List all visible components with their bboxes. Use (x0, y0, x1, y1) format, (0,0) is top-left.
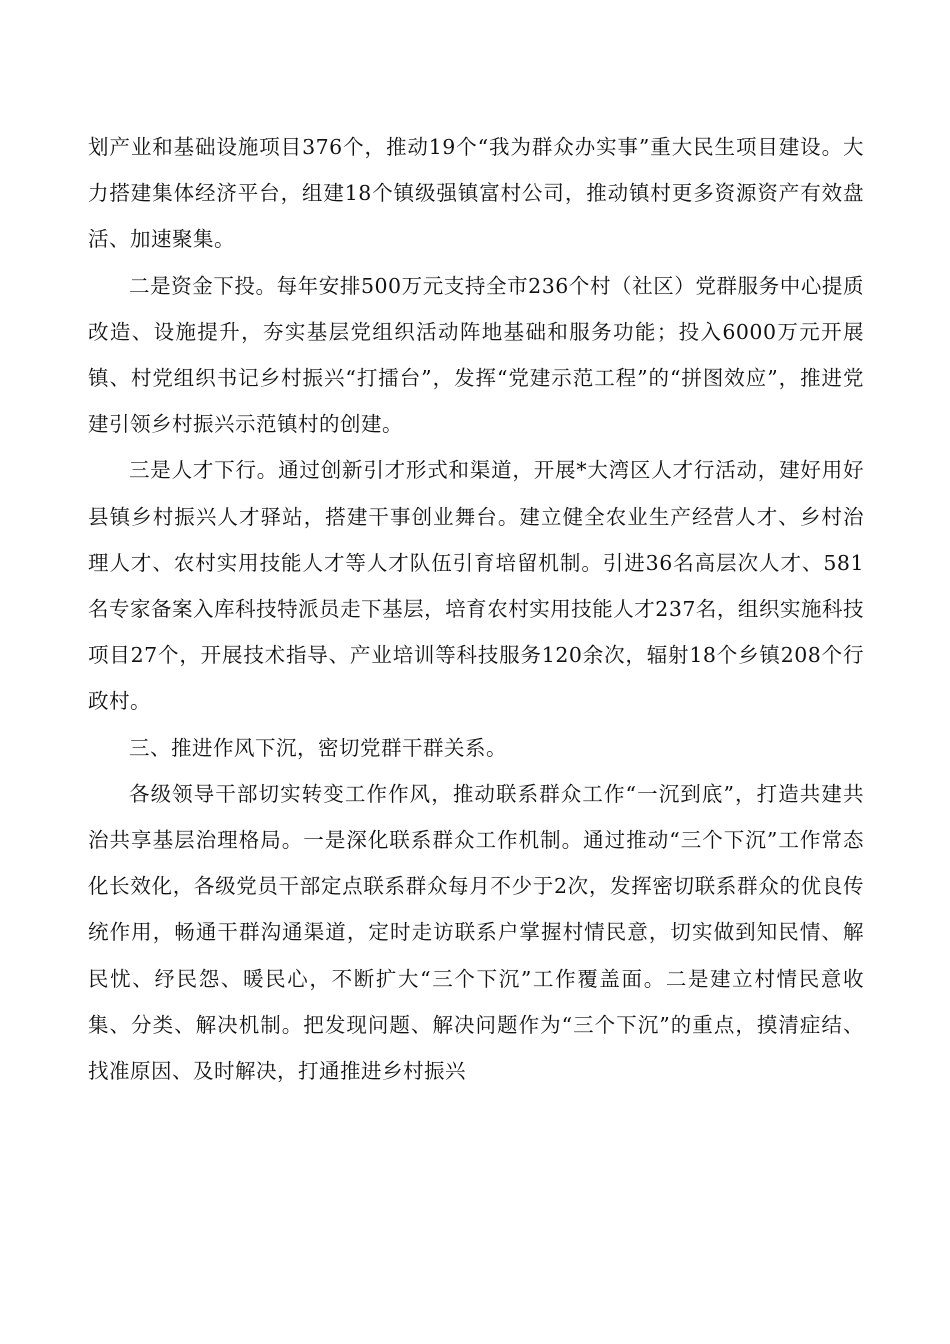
paragraph-3: 三是人才下行。通过创新引才形式和渠道，开展*大湾区人才行活动，建好用好县镇乡村振兴人才驿站，搭建干事创业舞台。建立健全农业生产经营人才、乡村治理人才、农村实用技能人才等人才队伍引育培留机制。引进36名高层次人才、581名专家备案入库科技特派员走下基层，培育农村实用技能人才237名，组织实施科技项目27个，开展技术指导、产业培训等科技服务120余次，辐射18个乡镇208个行政村。 (88, 458, 864, 714)
paragraph-2: 二是资金下投。每年安排500万元支持全市236个村（社区）党群服务中心提质改造、设施提升，夯实基层党组织活动阵地基础和服务功能；投入6000万元开展镇、村党组织书记乡村振兴“打擂台”，发挥“党建示范工程”的“拼图效应”，推进党建引领乡村振兴示范镇村的创建。 (88, 273, 864, 437)
paragraph-5: 各级领导干部切实转变工作作风，推动联系群众工作“一沉到底”，打造共建共治共享基层治理格局。一是深化联系群众工作机制。通过推动“三个下沉”工作常态化长效化，各级党员干部定点联系群众每月不少于2次，发挥密切联系群众的优良传统作用，畅通干群沟通渠道，定时走访联系户掌握村情民意，切实做到知民情、解民忧、纾民怨、暖民心，不断扩大“三个下沉”工作覆盖面。二是建立村情民意收集、分类、解决机制。把发现问题、解决问题作为“三个下沉”的重点，摸清症结、找准原因、及时解决，打通推进乡村振兴 (88, 781, 864, 1084)
document-body (88, 124, 864, 1094)
paragraph-1: 划产业和基础设施项目376个，推动19个“我为群众办实事”重大民生项目建设。大力搭建集体经济平台，组建18个镇级强镇富村公司，推动镇村更多资源资产有效盘活、加速聚集。 (88, 135, 864, 252)
section-heading: 三、推进作风下沉，密切党群干群关系。 (129, 735, 507, 760)
